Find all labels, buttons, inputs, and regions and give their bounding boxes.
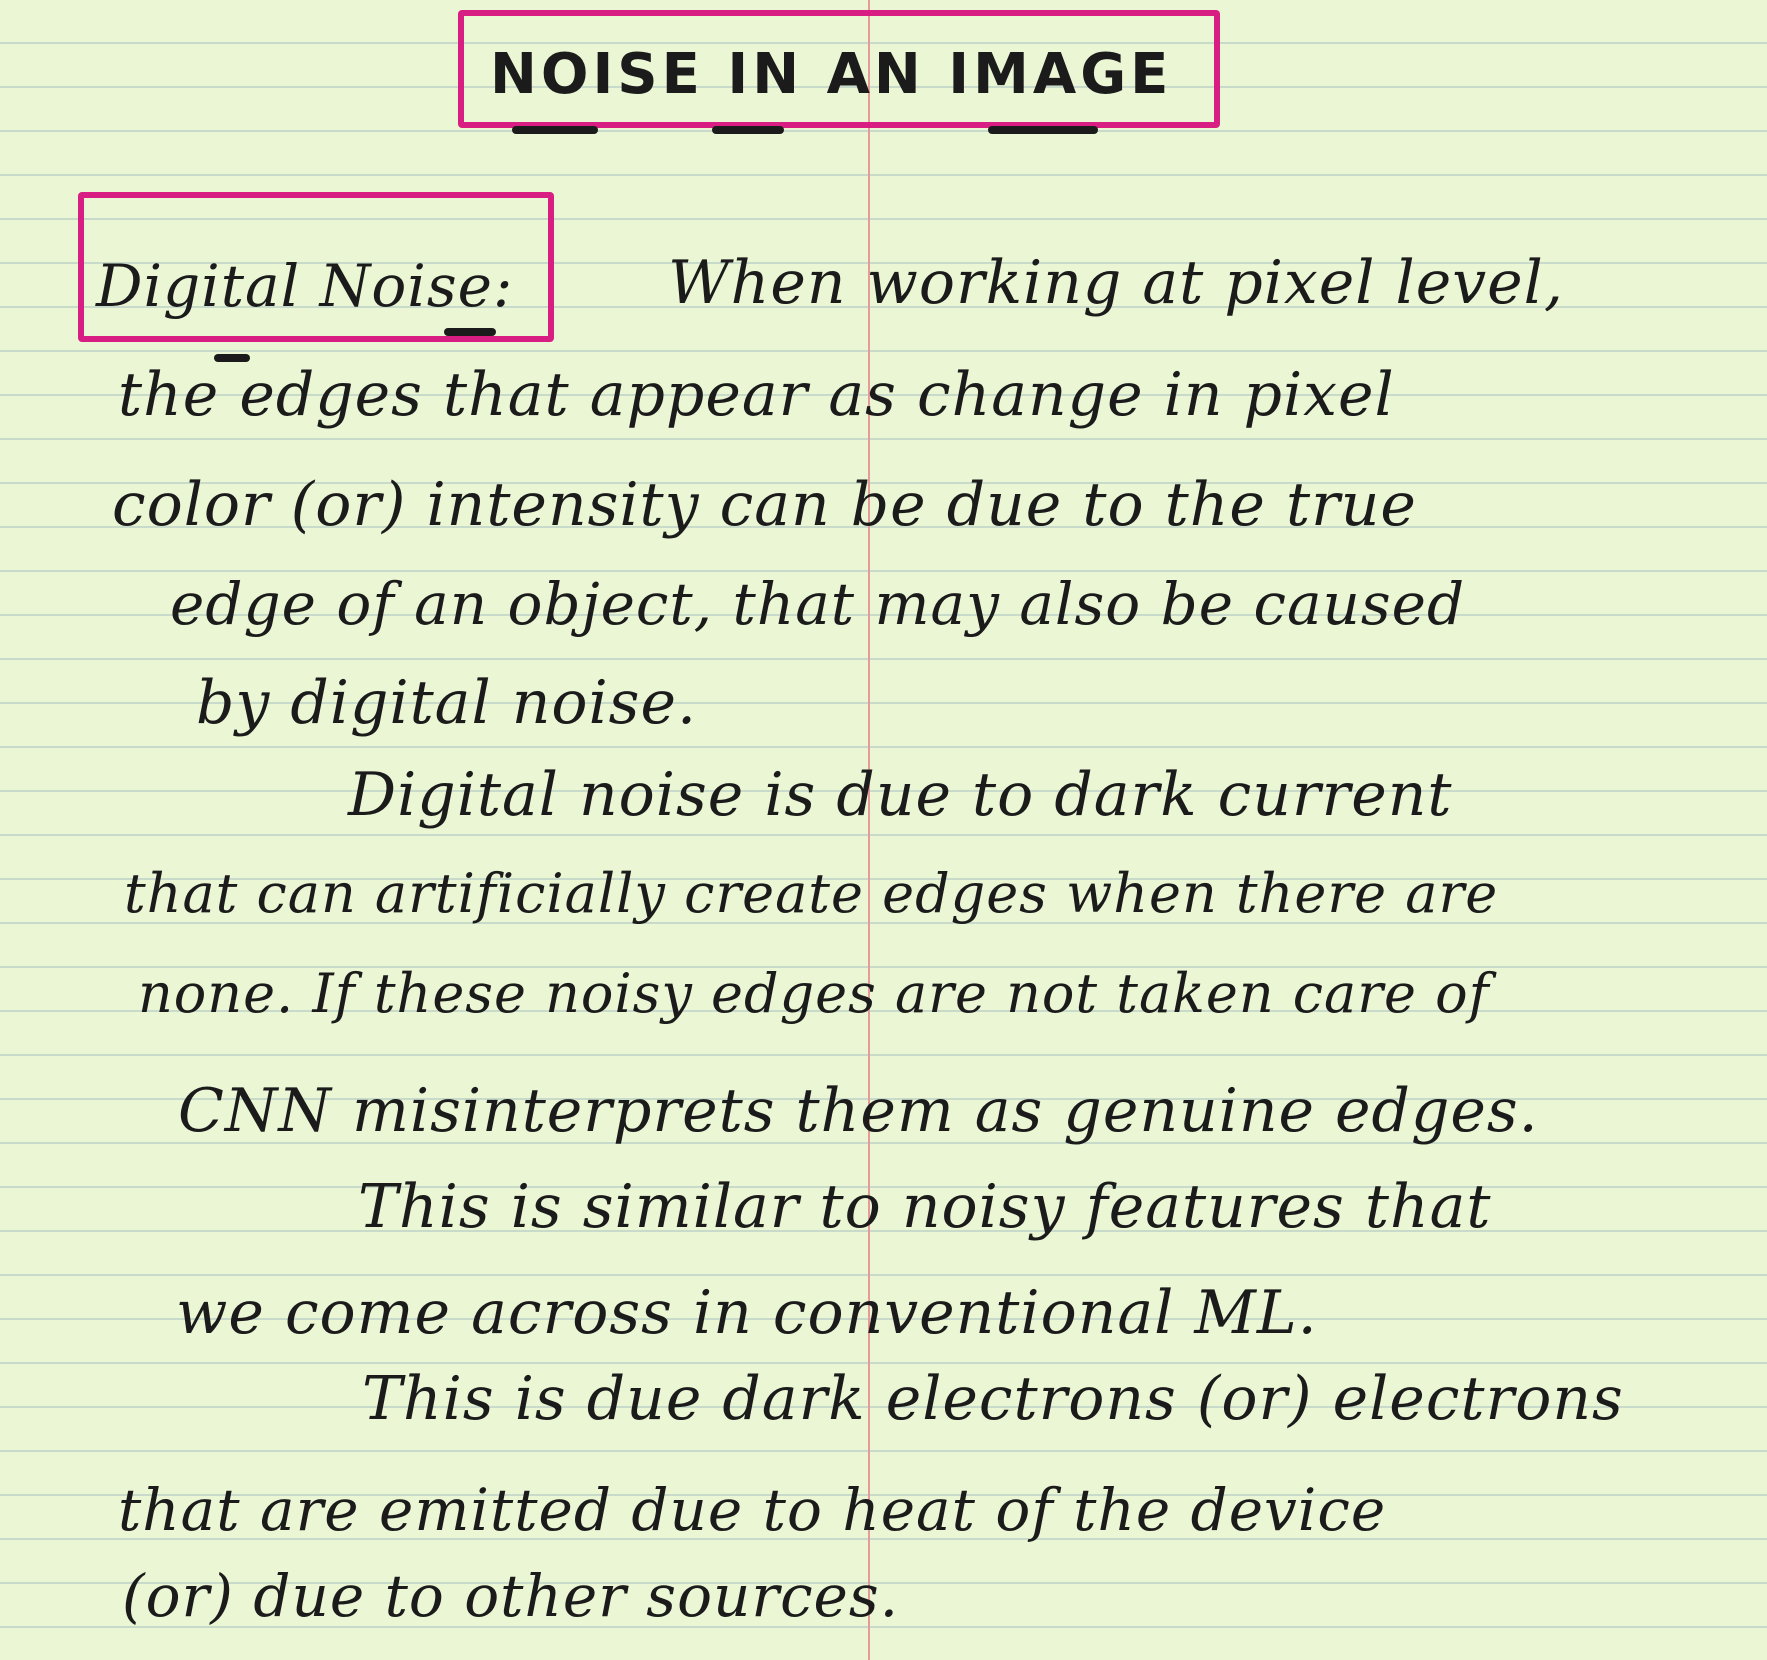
text-line: none. If these noisy edges are not taken care of	[138, 962, 1490, 1025]
text-line: When working at pixel level,	[668, 248, 1564, 318]
title-underline	[988, 126, 1098, 134]
text-line: (or) due to other sources.	[122, 1562, 900, 1630]
title-underline	[512, 126, 598, 134]
title-underline	[712, 126, 784, 134]
text-line: edge of an object, that may also be caused	[170, 570, 1466, 638]
heading-term: Digital Noise:	[96, 252, 514, 320]
text-line: we come across in conventional ML.	[176, 1278, 1318, 1348]
text-line: color (or) intensity can be due to the true	[112, 470, 1417, 540]
page-title: NOISE IN AN IMAGE	[490, 42, 1173, 107]
text-line: This is due dark electrons (or) electrons	[362, 1364, 1624, 1434]
text-line: by digital noise.	[196, 668, 698, 738]
text-line: the edges that appear as change in pixel	[118, 360, 1395, 430]
text-line: CNN misinterprets them as genuine edges.	[178, 1076, 1539, 1146]
term-underline	[444, 328, 496, 336]
text-line: that are emitted due to heat of the device	[118, 1476, 1387, 1544]
text-line: Digital noise is due to dark current	[348, 760, 1453, 830]
text-line: that can artificially create edges when there are	[124, 862, 1499, 925]
text-line: This is similar to noisy features that	[358, 1172, 1492, 1242]
